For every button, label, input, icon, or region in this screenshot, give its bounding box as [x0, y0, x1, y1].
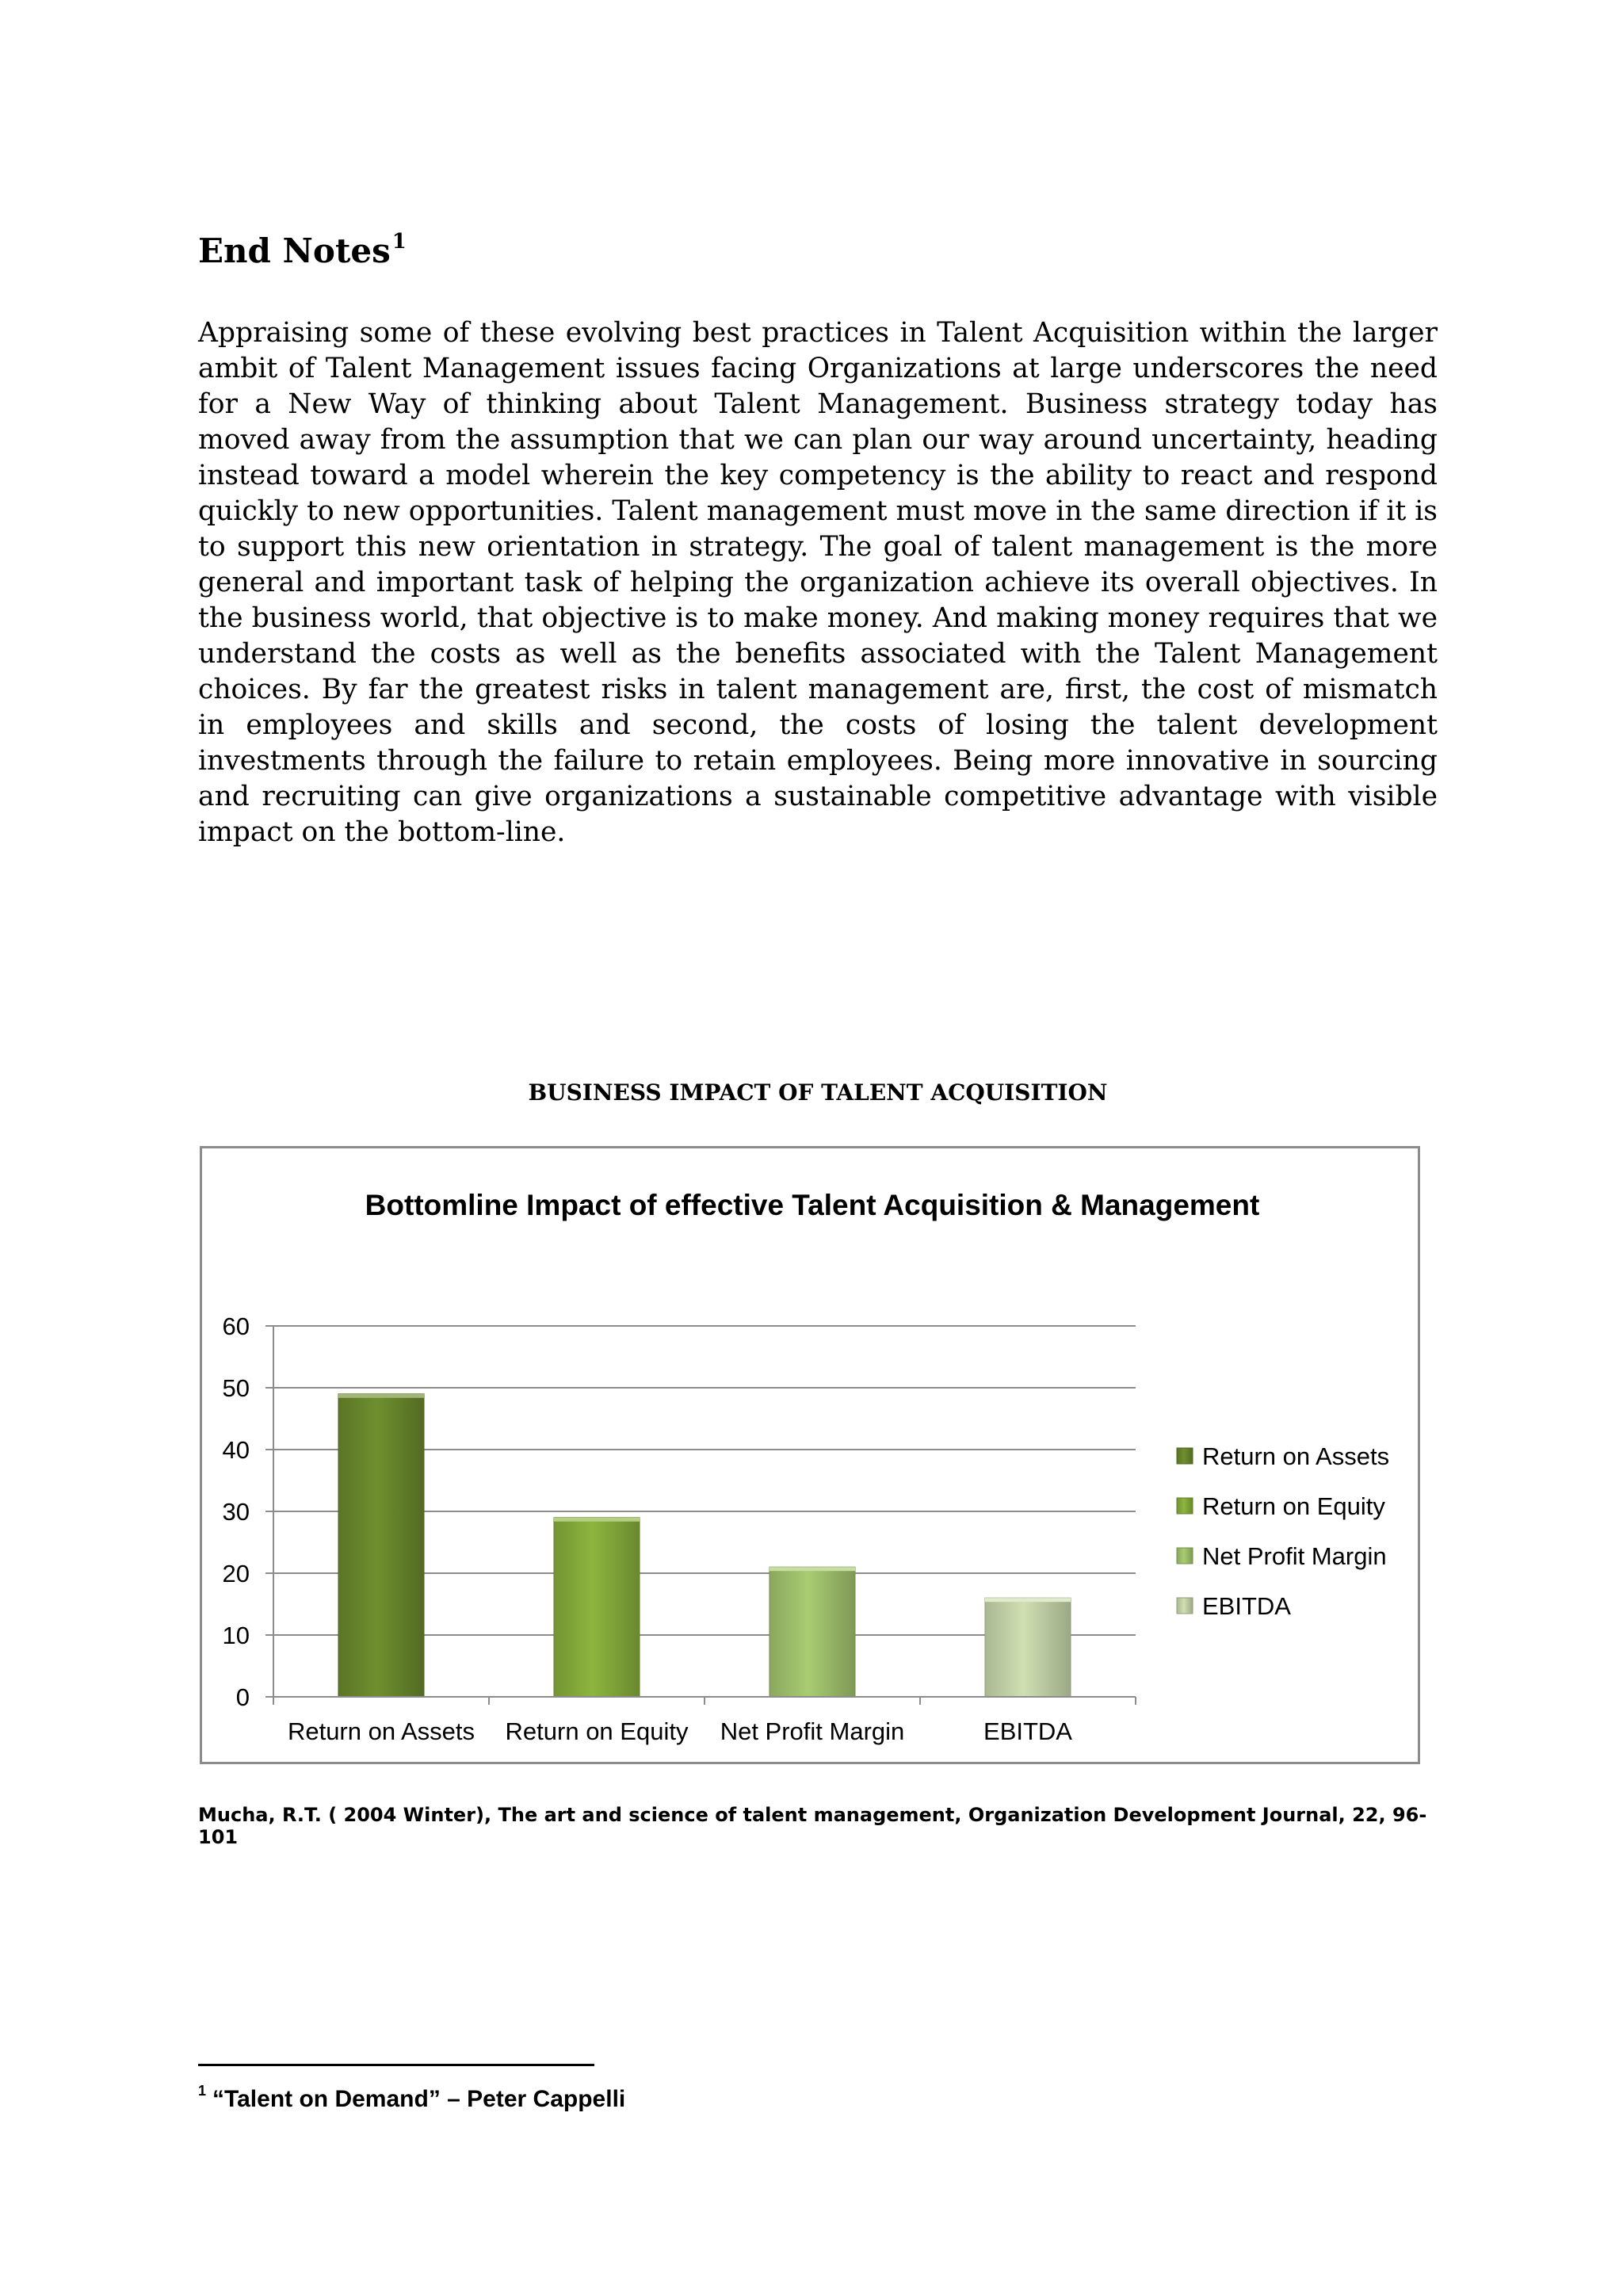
bar-highlight [985, 1598, 1071, 1602]
heading-text: End Notes [198, 231, 391, 270]
y-tick-label: 20 [222, 1560, 250, 1587]
legend-swatch [1177, 1498, 1193, 1514]
x-tick-label: EBITDA [983, 1717, 1072, 1745]
x-tick-label: Net Profit Margin [720, 1717, 905, 1745]
chart-canvas [202, 1148, 1423, 1767]
bar-return-on-equity [554, 1518, 640, 1697]
y-tick-label: 30 [222, 1498, 250, 1526]
chart-title: Bottomline Impact of effective Talent Acquisition & Management [365, 1189, 1260, 1221]
legend-label: Return on Assets [1202, 1442, 1390, 1470]
x-tick-label: Return on Assets [287, 1717, 475, 1745]
x-tick-label: Return on Equity [505, 1717, 689, 1745]
bar-highlight [554, 1518, 640, 1522]
bar-net-profit-margin [769, 1567, 855, 1697]
bar-return-on-assets [338, 1394, 424, 1697]
bar-highlight [338, 1394, 424, 1398]
bar-highlight [769, 1567, 855, 1571]
y-tick-label: 0 [235, 1683, 250, 1711]
citation: Mucha, R.T. ( 2004 Winter), The art and science of talent management, Organization Development Journal, 22, 96-101 [198, 1804, 1427, 1848]
legend-swatch [1177, 1448, 1193, 1464]
y-tick-label: 50 [222, 1374, 250, 1402]
end-notes-heading [198, 230, 407, 270]
legend-label: Net Profit Margin [1202, 1542, 1387, 1570]
legend-label: EBITDA [1202, 1592, 1291, 1620]
legend-swatch [1177, 1548, 1193, 1564]
footnote-reference[interactable]: 1 [391, 230, 407, 254]
y-tick-label: 40 [222, 1436, 250, 1464]
y-tick-label: 60 [222, 1312, 250, 1340]
footnote-text: “Talent on Demand” – Peter Cappelli [212, 2086, 626, 2112]
body-paragraph: Appraising some of these evolving best practices in Talent Acquisition within the larger ambit of Talent Management issues facing Organizations at large underscores the need for a New Way of thinking about Talent Management. Business strategy today has moved away from the assumption that we can plan our way around uncertainty, heading instead toward a model wherein the key competency is the ability to react and respond quickly to new opportunities. Talent management must move in the same direction if it is to support this new orientation in strategy. The goal of talent management is the more general and important task of helping the organization achieve its overall objectives. In the business world, that objective is to make money. And making money requires that we understand the costs as well as the benefits associated with the Talent Management choices. By far the greatest risks in talent management are, first, the cost of mismatch in employees and skills and second, the costs of losing the talent development investments through the failure to retain employees. Being more innovative in sourcing and recruiting can give organizations a sustainable competitive advantage with visible impact on the bottom-line. [198, 317, 1438, 848]
bar-chart [200, 1146, 1420, 1764]
section-title: BUSINESS IMPACT OF TALENT ACQUISITION [528, 1079, 1108, 1106]
footnote [198, 2083, 625, 2113]
footnote-divider [198, 2064, 594, 2066]
legend-swatch [1177, 1598, 1193, 1614]
legend-label: Return on Equity [1202, 1492, 1385, 1520]
footnote-marker: 1 [198, 2083, 207, 2099]
y-tick-label: 10 [222, 1622, 250, 1649]
bar-ebitda [985, 1598, 1071, 1697]
